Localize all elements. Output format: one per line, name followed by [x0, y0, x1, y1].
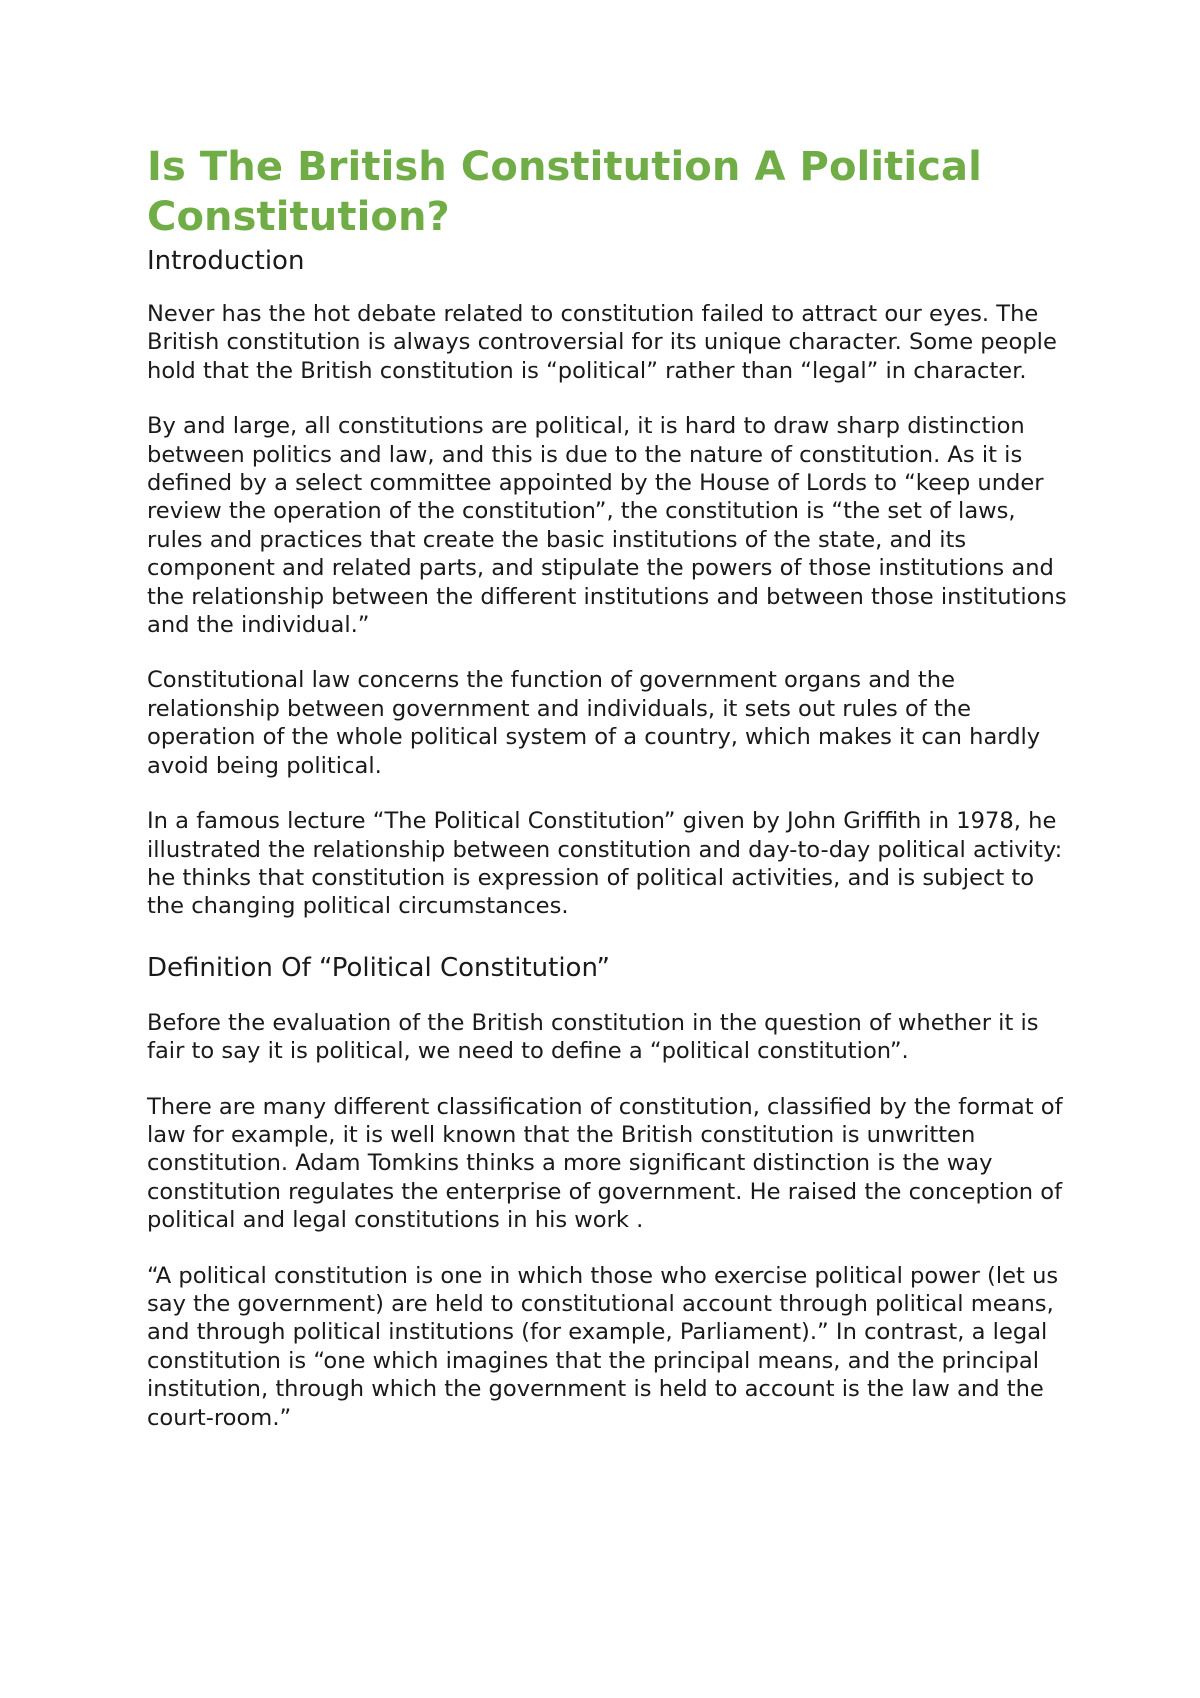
paragraph: Constitutional law concerns the function of government organs and the relationship between government and individuals, it sets out rules of the operation of the whole political system of a country, which makes it can hardly avoid being political.	[147, 667, 1041, 779]
paragraph: Never has the hot debate related to constitution failed to attract our eyes. The British constitution is always controversial for its unique character. Some people hold that the British constitution is “political” rather than “legal” in character.	[147, 301, 1057, 384]
section-definition	[147, 951, 1077, 1432]
section-introduction	[147, 244, 1077, 921]
document-title: Is The British Constitution A Political Constitution?	[147, 144, 982, 240]
section-heading-definition: Definition Of “Political Constitution”	[147, 952, 610, 983]
paragraph: By and large, all constitutions are political, it is hard to draw sharp distinction between politics and law, and this is due to the nature of constitution. As it is defined by a select committee appointed by the House of Lords to “keep under review the operation of the constitution”, the constitution is “the set of laws, rules and practices that create the basic institutions of the state, and its component and related parts, and stipulate the powers of those institutions and the relationship between the different institutions and between those institutions and the individual.”	[147, 413, 1067, 639]
section-heading-introduction: Introduction	[147, 246, 305, 276]
document-page	[147, 142, 1077, 1459]
paragraph: Before the evaluation of the British constitution in the question of whether it is fair to say it is political, we need to define a “political constitution”.	[147, 1009, 1039, 1065]
paragraph: There are many different classification of constitution, classified by the format of law for example, it is well known that the British constitution is unwritten constitution. Adam Tomkins thinks a more significant distinction is the way constitution regulates the enterprise of government. He raised the conception of political and legal constitutions in his work .	[147, 1093, 1063, 1234]
paragraph: In a famous lecture “The Political Constitution” given by John Griffith in 1978, he illustrated the relationship between constitution and day-to-day political activity: he thinks that constitution is expression of political activities, and is subject to the changing political circumstances.	[147, 808, 1063, 920]
paragraph: “A political constitution is one in which those who exercise political power (let us say the government) are held to constitutional account through political means, and through political institutions (for example, Parliament).” In contrast, a legal constitution is “one which imagines that the principal means, and the principal institution, through which the government is held to account is the law and the court-room.”	[147, 1262, 1059, 1431]
